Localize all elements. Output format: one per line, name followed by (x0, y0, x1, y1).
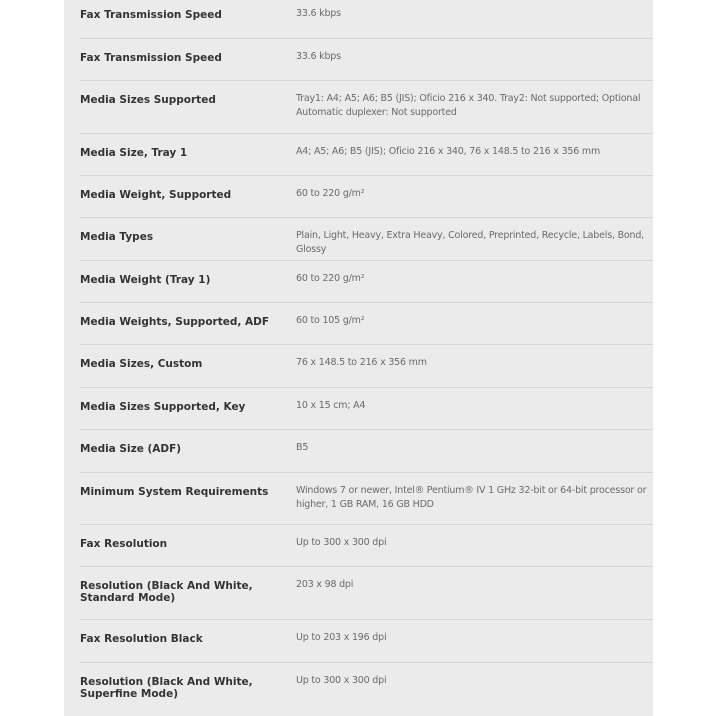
spec-row (80, 176, 653, 218)
spec-label: Media Weight (Tray 1) (80, 274, 211, 286)
spec-label: Media Size (ADF) (80, 443, 182, 455)
spec-row (80, 0, 653, 39)
spec-label: Fax Resolution Black (80, 633, 203, 645)
spec-label: Fax Transmission Speed (80, 52, 222, 64)
spec-row (80, 473, 653, 525)
spec-label: Media Weights, Supported, ADF (80, 316, 270, 328)
spec-value: Up to 300 x 300 dpi (296, 537, 387, 548)
spec-value: B5 (296, 442, 309, 453)
spec-label: Media Size, Tray 1 (80, 147, 188, 159)
spec-label: Resolution (Black And White, Standard Mode) (80, 580, 253, 604)
spec-label: Media Weight, Supported (80, 189, 232, 201)
spec-label: Resolution (Black And White, Superfine Mode) (80, 676, 253, 700)
spec-value: Up to 203 x 196 dpi (296, 632, 387, 643)
spec-value: A4; A5; A6; B5 (JIS); Oficio 216 x 340, 76 x 148.5 to 216 x 356 mm (296, 146, 601, 157)
spec-row (80, 134, 653, 176)
spec-value: Plain, Light, Heavy, Extra Heavy, Colored, Preprinted, Recycle, Labels, Bond, Glossy (296, 230, 644, 255)
spec-label: Fax Resolution (80, 538, 168, 550)
spec-row (80, 525, 653, 567)
spec-value: Tray1: A4; A5; A6; B5 (JIS); Oficio 216 x 340. Tray2: Not supported; Optional Automatic duplexer: Not supported (296, 93, 641, 118)
spec-label: Media Sizes Supported, Key (80, 401, 246, 413)
spec-row (80, 430, 653, 473)
spec-label: Fax Transmission Speed (80, 9, 222, 21)
spec-row (80, 218, 653, 261)
spec-value: 76 x 148.5 to 216 x 356 mm (296, 357, 427, 368)
spec-row (80, 345, 653, 388)
spec-row (80, 620, 653, 663)
spec-value: 60 to 220 g/m² (296, 188, 365, 199)
spec-row (80, 388, 653, 430)
spec-value: 10 x 15 cm; A4 (296, 400, 366, 411)
spec-row (80, 261, 653, 303)
specifications-panel (64, 0, 653, 716)
spec-label: Media Types (80, 231, 154, 243)
spec-value: 60 to 220 g/m² (296, 273, 365, 284)
spec-value: 203 x 98 dpi (296, 579, 354, 590)
spec-label: Media Sizes Supported (80, 94, 216, 106)
spec-label: Minimum System Requirements (80, 486, 269, 498)
spec-list (80, 0, 653, 716)
spec-row (80, 81, 653, 134)
spec-row (80, 39, 653, 81)
spec-value: Up to 300 x 300 dpi (296, 675, 387, 686)
spec-label: Media Sizes, Custom (80, 358, 203, 370)
spec-value: 33.6 kbps (296, 8, 341, 19)
spec-row (80, 567, 653, 620)
spec-value: Windows 7 or newer, Intel® Pentium® IV 1 GHz 32-bit or 64-bit processor or higher, 1 GB RAM, 16 GB HDD (296, 485, 647, 510)
spec-value: 60 to 105 g/m² (296, 315, 365, 326)
spec-value: 33.6 kbps (296, 51, 341, 62)
spec-row (80, 303, 653, 345)
spec-row (80, 663, 653, 716)
